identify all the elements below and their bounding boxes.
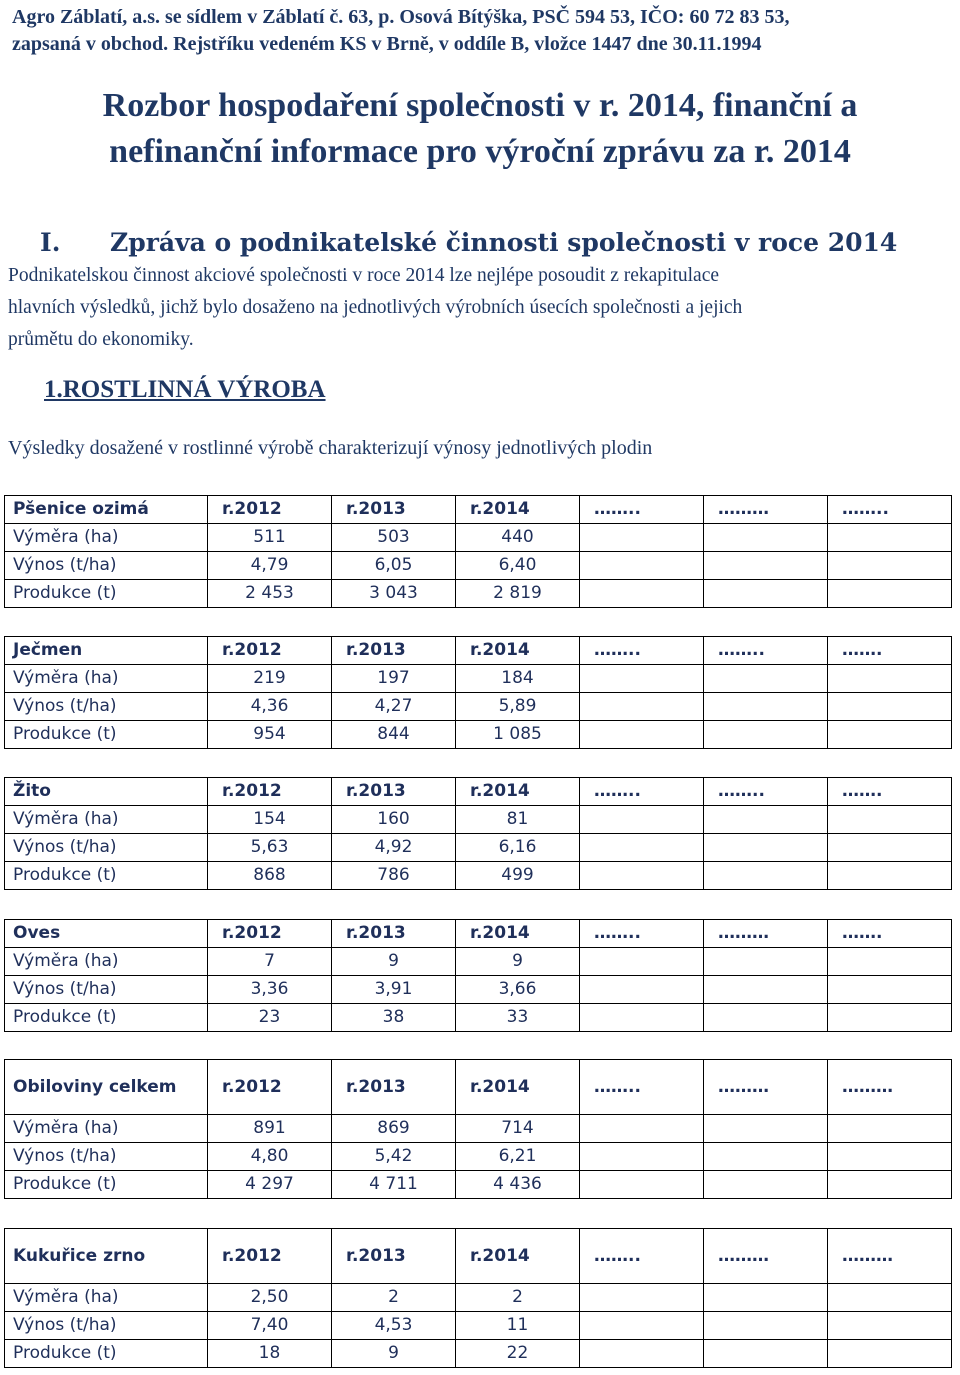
empty-year-header: …….. — [580, 637, 704, 665]
crop-table-cereals-total — [4, 1059, 952, 1199]
table-row — [5, 665, 952, 693]
empty-cell — [828, 948, 952, 976]
crop-table-oats — [4, 919, 952, 1032]
table-row — [5, 1004, 952, 1032]
cell-value: 3,66 — [456, 976, 580, 1004]
empty-cell — [828, 862, 952, 890]
cell-value: 844 — [332, 721, 456, 749]
year-header: r.2014 — [456, 920, 580, 948]
empty-year-header: …….. — [704, 637, 828, 665]
empty-cell — [828, 721, 952, 749]
empty-cell — [828, 1284, 952, 1312]
cell-value: 197 — [332, 665, 456, 693]
cell-value: 1 085 — [456, 721, 580, 749]
empty-year-header: ……. — [828, 920, 952, 948]
cell-value: 2 — [332, 1284, 456, 1312]
empty-year-header: ……… — [704, 496, 828, 524]
empty-year-header: …….. — [580, 496, 704, 524]
row-label: Výměra (ha) — [5, 1115, 208, 1143]
empty-year-header: ……… — [704, 1060, 828, 1115]
empty-year-header: …….. — [580, 1060, 704, 1115]
empty-cell — [580, 862, 704, 890]
cell-value: 38 — [332, 1004, 456, 1032]
empty-cell — [704, 693, 828, 721]
table-header-row — [5, 1229, 952, 1284]
empty-year-header: …….. — [704, 778, 828, 806]
row-label: Výměra (ha) — [5, 1284, 208, 1312]
row-label: Výměra (ha) — [5, 524, 208, 552]
row-label: Produkce (t) — [5, 1171, 208, 1199]
empty-year-header: ……… — [828, 1229, 952, 1284]
year-header: r.2012 — [208, 1060, 332, 1115]
crop-name: Pšenice ozimá — [5, 496, 208, 524]
year-header: r.2014 — [456, 778, 580, 806]
intro-line: hlavních výsledků, jichž bylo dosaženo na jednotlivých výrobních úsecích společnosti a jejich — [8, 297, 743, 318]
year-header: r.2013 — [332, 778, 456, 806]
cell-value: 869 — [332, 1115, 456, 1143]
table-row — [5, 1115, 952, 1143]
table-row — [5, 834, 952, 862]
empty-cell — [580, 976, 704, 1004]
table-row — [5, 1312, 952, 1340]
row-label: Výměra (ha) — [5, 665, 208, 693]
empty-cell — [828, 976, 952, 1004]
empty-year-header: ……… — [828, 1060, 952, 1115]
row-label: Produkce (t) — [5, 1004, 208, 1032]
cell-value: 499 — [456, 862, 580, 890]
cell-value: 184 — [456, 665, 580, 693]
table-header-row — [5, 637, 952, 665]
subsection-heading: 1.ROSTLINNÁ VÝROBA — [44, 376, 326, 403]
cell-value: 6,16 — [456, 834, 580, 862]
cell-value: 9 — [332, 1340, 456, 1368]
company-header-line-1: Agro Záblatí, a.s. se sídlem v Záblatí č. 63, p. Osová Bítýška, PSČ 594 53, IČO: 60 72 83 53, — [12, 6, 790, 28]
table-row — [5, 1284, 952, 1312]
empty-cell — [828, 834, 952, 862]
year-header: r.2012 — [208, 778, 332, 806]
section-number: I. — [40, 228, 61, 257]
document-title-line-1: Rozbor hospodaření společnosti v r. 2014, finanční a — [102, 87, 858, 124]
crop-table-barley — [4, 636, 952, 749]
empty-cell — [704, 948, 828, 976]
year-header: r.2013 — [332, 920, 456, 948]
empty-cell — [580, 1340, 704, 1368]
cell-value: 4,53 — [332, 1312, 456, 1340]
empty-cell — [828, 524, 952, 552]
cell-value: 786 — [332, 862, 456, 890]
empty-cell — [828, 552, 952, 580]
cell-value: 4,92 — [332, 834, 456, 862]
cell-value: 4 436 — [456, 1171, 580, 1199]
cell-value: 11 — [456, 1312, 580, 1340]
cell-value: 503 — [332, 524, 456, 552]
section-intro — [8, 260, 952, 356]
row-label: Výnos (t/ha) — [5, 1143, 208, 1171]
subsection-lead: Výsledky dosažené v rostlinné výrobě charakterizují výnosy jednotlivých plodin — [8, 437, 653, 459]
empty-cell — [828, 580, 952, 608]
cell-value: 511 — [208, 524, 332, 552]
section-heading-text: Zpráva o podnikatelské činnosti společnosti v roce 2014 — [110, 228, 898, 257]
empty-cell — [580, 1312, 704, 1340]
row-label: Výměra (ha) — [5, 806, 208, 834]
empty-cell — [704, 1115, 828, 1143]
cell-value: 6,21 — [456, 1143, 580, 1171]
cell-value: 33 — [456, 1004, 580, 1032]
table-row — [5, 948, 952, 976]
year-header: r.2013 — [332, 1060, 456, 1115]
empty-cell — [580, 806, 704, 834]
empty-cell — [704, 524, 828, 552]
empty-cell — [580, 524, 704, 552]
cell-value: 2 819 — [456, 580, 580, 608]
table-row — [5, 806, 952, 834]
table-row — [5, 721, 952, 749]
table-row — [5, 693, 952, 721]
empty-cell — [704, 1143, 828, 1171]
empty-cell — [704, 1284, 828, 1312]
empty-cell — [828, 693, 952, 721]
row-label: Výnos (t/ha) — [5, 834, 208, 862]
cell-value: 23 — [208, 1004, 332, 1032]
year-header: r.2013 — [332, 496, 456, 524]
cell-value: 868 — [208, 862, 332, 890]
cell-value: 5,42 — [332, 1143, 456, 1171]
row-label: Produkce (t) — [5, 1340, 208, 1368]
cell-value: 2 — [456, 1284, 580, 1312]
crop-table-rye — [4, 777, 952, 890]
cell-value: 219 — [208, 665, 332, 693]
empty-cell — [704, 976, 828, 1004]
cell-value: 4 711 — [332, 1171, 456, 1199]
cell-value: 7,40 — [208, 1312, 332, 1340]
empty-cell — [704, 1004, 828, 1032]
table-row — [5, 552, 952, 580]
cell-value: 4,80 — [208, 1143, 332, 1171]
empty-cell — [580, 1171, 704, 1199]
cell-value: 954 — [208, 721, 332, 749]
empty-cell — [828, 806, 952, 834]
row-label: Výnos (t/ha) — [5, 693, 208, 721]
year-header: r.2014 — [456, 1060, 580, 1115]
empty-cell — [828, 1312, 952, 1340]
cell-value: 6,05 — [332, 552, 456, 580]
empty-cell — [828, 665, 952, 693]
row-label: Výnos (t/ha) — [5, 552, 208, 580]
year-header: r.2014 — [456, 1229, 580, 1284]
table-header-row — [5, 1060, 952, 1115]
empty-cell — [580, 1004, 704, 1032]
crop-name: Kukuřice zrno — [5, 1229, 208, 1284]
empty-cell — [704, 665, 828, 693]
empty-cell — [704, 806, 828, 834]
table-header-row — [5, 778, 952, 806]
section-heading — [40, 227, 940, 259]
cell-value: 714 — [456, 1115, 580, 1143]
empty-cell — [580, 1284, 704, 1312]
empty-year-header: ……… — [704, 920, 828, 948]
empty-cell — [704, 1340, 828, 1368]
empty-cell — [580, 665, 704, 693]
crop-name: Žito — [5, 778, 208, 806]
row-label: Produkce (t) — [5, 721, 208, 749]
document-title-line-2: nefinanční informace pro výroční zprávu za r. 2014 — [109, 133, 851, 170]
year-header: r.2013 — [332, 1229, 456, 1284]
crop-table-wheat — [4, 495, 952, 608]
empty-cell — [828, 1340, 952, 1368]
empty-cell — [828, 1143, 952, 1171]
cell-value: 9 — [456, 948, 580, 976]
empty-cell — [580, 1143, 704, 1171]
empty-year-header: …….. — [580, 920, 704, 948]
intro-line: průmětu do ekonomiky. — [8, 329, 194, 350]
table-row — [5, 1171, 952, 1199]
empty-cell — [580, 948, 704, 976]
empty-cell — [704, 834, 828, 862]
year-header: r.2013 — [332, 637, 456, 665]
table-row — [5, 580, 952, 608]
empty-year-header: ……. — [828, 637, 952, 665]
company-header-line-2: zapsaná v obchod. Rejstříku vedeném KS v Brně, v oddíle B, vložce 1447 dne 30.11.1994 — [12, 33, 762, 55]
cell-value: 22 — [456, 1340, 580, 1368]
cell-value: 4 297 — [208, 1171, 332, 1199]
cell-value: 154 — [208, 806, 332, 834]
cell-value: 4,36 — [208, 693, 332, 721]
empty-year-header: …….. — [580, 778, 704, 806]
empty-cell — [828, 1115, 952, 1143]
year-header: r.2012 — [208, 637, 332, 665]
cell-value: 440 — [456, 524, 580, 552]
empty-cell — [704, 1312, 828, 1340]
cell-value: 891 — [208, 1115, 332, 1143]
empty-cell — [704, 580, 828, 608]
empty-cell — [580, 552, 704, 580]
empty-year-header: …….. — [580, 1229, 704, 1284]
row-label: Výnos (t/ha) — [5, 1312, 208, 1340]
empty-cell — [704, 862, 828, 890]
cell-value: 5,89 — [456, 693, 580, 721]
cell-value: 7 — [208, 948, 332, 976]
cell-value: 4,79 — [208, 552, 332, 580]
empty-year-header: …….. — [828, 496, 952, 524]
cell-value: 5,63 — [208, 834, 332, 862]
cell-value: 3 043 — [332, 580, 456, 608]
year-header: r.2014 — [456, 496, 580, 524]
empty-year-header: ……. — [828, 778, 952, 806]
table-row — [5, 1143, 952, 1171]
row-label: Výnos (t/ha) — [5, 976, 208, 1004]
year-header: r.2014 — [456, 637, 580, 665]
cell-value: 4,27 — [332, 693, 456, 721]
row-label: Výměra (ha) — [5, 948, 208, 976]
empty-cell — [704, 721, 828, 749]
empty-cell — [828, 1171, 952, 1199]
cell-value: 2 453 — [208, 580, 332, 608]
crop-name: Ječmen — [5, 637, 208, 665]
intro-line: Podnikatelskou činnost akciové společnosti v roce 2014 lze nejlépe posoudit z rekapitulace — [8, 265, 720, 286]
empty-cell — [828, 1004, 952, 1032]
table-row — [5, 524, 952, 552]
year-header: r.2012 — [208, 920, 332, 948]
cell-value: 9 — [332, 948, 456, 976]
table-row — [5, 862, 952, 890]
empty-cell — [580, 693, 704, 721]
cell-value: 3,36 — [208, 976, 332, 1004]
year-header: r.2012 — [208, 496, 332, 524]
crop-table-corn-grain — [4, 1228, 952, 1368]
empty-cell — [704, 552, 828, 580]
empty-cell — [580, 580, 704, 608]
crop-name: Oves — [5, 920, 208, 948]
row-label: Produkce (t) — [5, 862, 208, 890]
table-row — [5, 976, 952, 1004]
cell-value: 18 — [208, 1340, 332, 1368]
empty-cell — [580, 1115, 704, 1143]
cell-value: 160 — [332, 806, 456, 834]
table-row — [5, 1340, 952, 1368]
cell-value: 2,50 — [208, 1284, 332, 1312]
cell-value: 81 — [456, 806, 580, 834]
empty-cell — [580, 834, 704, 862]
empty-year-header: ……… — [704, 1229, 828, 1284]
empty-cell — [580, 721, 704, 749]
table-header-row — [5, 496, 952, 524]
crop-name: Obiloviny celkem — [5, 1060, 208, 1115]
row-label: Produkce (t) — [5, 580, 208, 608]
cell-value: 6,40 — [456, 552, 580, 580]
empty-cell — [704, 1171, 828, 1199]
table-header-row — [5, 920, 952, 948]
cell-value: 3,91 — [332, 976, 456, 1004]
year-header: r.2012 — [208, 1229, 332, 1284]
